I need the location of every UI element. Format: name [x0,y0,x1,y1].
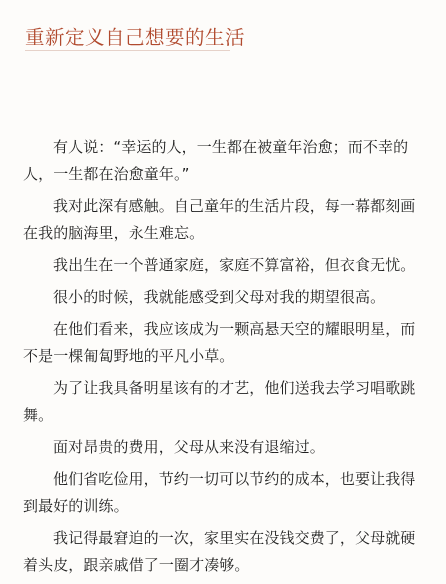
header-divider [25,50,230,51]
paragraph: 我记得最窘迫的一次，家里实在没钱交费了，父母就硬着头皮，跟亲戚借了一圈才凑够。 [23,529,416,574]
paragraph: 很小的时候，我就能感受到父母对我的期望很高。 [53,288,386,306]
paragraph: 我对此深有感触。自己童年的生活片段，每一幕都刻画在我的脑海里，永生难忘。 [23,197,416,242]
paragraph: 面对昂贵的费用，父母从来没有退缩过。 [53,438,325,456]
page-header-title: 重新定义自己想要的生活 [25,26,246,49]
body-text [23,134,421,584]
paragraph: 我出生在一个普通家庭，家庭不算富裕，但衣食无忧。 [53,256,416,274]
paragraph: 在他们看来，我应该成为一颗高悬天空的耀眼明星，而不是一棵匍匐野地的平凡小草。 [23,320,416,365]
paragraph: 为了让我具备明星该有的才艺，他们送我去学习唱歌跳舞。 [23,379,416,424]
paragraph: 他们省吃俭用，节约一切可以节约的成本，也要让我得到最好的训练。 [23,470,416,515]
paragraph: 有人说：“幸运的人，一生都在被童年治愈；而不幸的人，一生都在治愈童年。” [23,138,409,183]
